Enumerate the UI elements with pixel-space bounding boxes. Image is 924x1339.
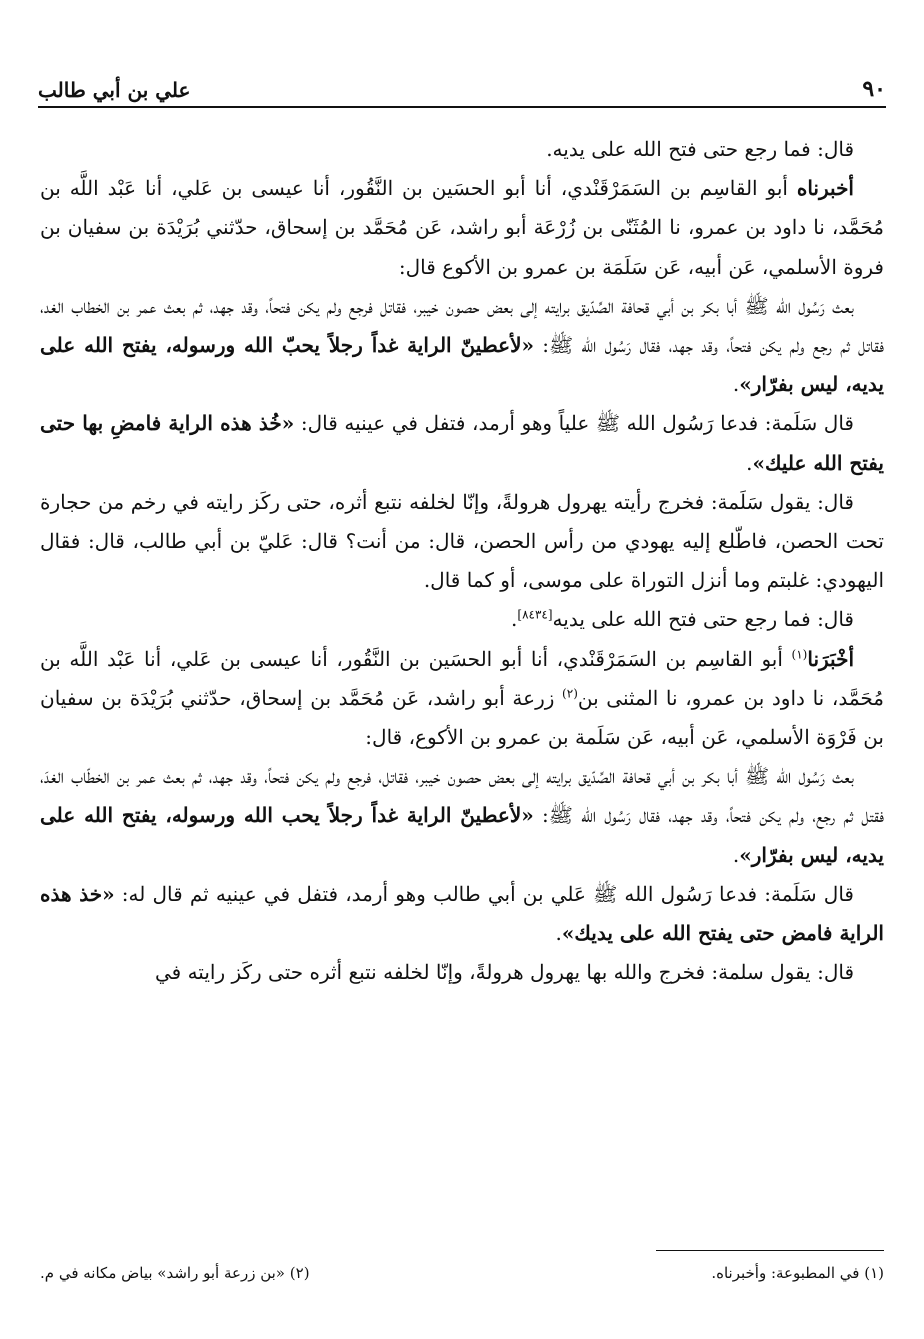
paragraph <box>40 169 884 287</box>
hadith-quote: «خذ هذه الراية فامض حتى يفتح الله على يديك» <box>40 881 884 946</box>
page-header <box>38 72 886 108</box>
paragraph-text: أبو القاسِم بن السَمَرْقَنْدي، أنا أبو الحسَين بن النَّقُور، أنا عيسى بن عَلي، أنا عَبْد اللَّه بن مُحَمَّد، نا داود بن عمرو، نا المثنى بن <box>40 646 884 710</box>
paragraph-tail: . <box>732 842 740 867</box>
running-title: علي بن أبي طالب <box>38 78 191 102</box>
paragraph-text: قال: فما رجع حتى فتح الله على يديه. <box>546 137 854 161</box>
footnote-number: (١) <box>864 1264 884 1282</box>
paragraph <box>40 130 884 169</box>
page-number: ٩٠ <box>862 76 886 102</box>
isnad-lead: أخبرناه <box>796 176 854 201</box>
footnote-item <box>711 1264 884 1282</box>
paragraph-text: قال سَلَمة: فدعا رَسُول الله ﷺ عَلي بن أبي طالب وهو أرمد، فتفل في عينيه ثم قال له: <box>114 881 854 906</box>
paragraph-text: قال سَلَمة: فدعا رَسُول الله ﷺ علياً وهو أرمد، فتفل في عينيه قال: <box>294 411 854 436</box>
paragraph <box>40 600 884 639</box>
paragraph <box>40 640 884 758</box>
hadith-quote: «لأعطينّ الراية غداً رجلاً يحب الله ورسوله، يفتح الله على يديه، ليس بفرّار» <box>40 803 884 867</box>
paragraph <box>40 287 884 405</box>
paragraph-tail: . <box>511 607 518 632</box>
paragraph-text: قال: فما رجع حتى فتح الله على يديه <box>552 607 854 632</box>
paragraph-tail: . <box>732 372 740 397</box>
paragraph-tail: زرعة أبو راشد، عَن مُحَمَّد بن إسحاق، حدّثني بُرَيْدَة بن سفيان بن فَرْوَة الأسلمي، عَن أبيه، عَن سَلَمة بن عمرو بن الأكوع، قال: <box>40 685 884 750</box>
hadith-quote: «خُذ هذه الراية فامضِ بها حتى يفتح الله عليك» <box>40 411 884 475</box>
paragraph-tail: . <box>555 921 562 946</box>
paragraph-text: أبو القاسِم بن السَمَرْقَنْدي، أنا أبو الحسَين بن النَّقُور، أنا عيسى بن عَلي، أنا عَبْد اللَّه بن مُحَمَّد، نا داود بن عمرو، نا المُثَنّى بن زُرْعَة أبو راشد، عَن مُحَمَّد بن إسحاق، حدّثني بُرَيْدَة بن سفيان بن فروة الأسلمي، عَن أبيه، عَن سَلَمَة بن عمرو بن الأكوع قال: <box>40 176 884 279</box>
paragraph-text: قال: يقول سَلَمة: فخرج رأيته يهرول هرولةً، وإنّا لخلفه نتبع أثره، حتى ركَز رايته في رخم من حجارة تحت الحصن، فاطّلع إليه يهودي من رأس الحصن، قال: من أنت؟ قال: عَليّ بن أبي طالب، قال: فقال اليهودي: غلبتم وما أنزل التوراة على موسى، أو كما قال. <box>40 489 884 593</box>
footnote-item <box>40 1264 310 1282</box>
footnotes <box>40 1264 884 1282</box>
paragraph <box>40 757 884 875</box>
footnote-ref: (١) <box>791 646 808 661</box>
footnote-ref: (٢) <box>562 686 578 701</box>
paragraph <box>40 953 884 992</box>
paragraph <box>40 483 884 601</box>
hadith-number: [٨٤٣٤] <box>517 607 553 622</box>
footnote-text: في المطبوعة: وأخبرناه. <box>711 1264 860 1282</box>
paragraph-text: بعث رَسُول الله ﷺ أبا بكر بن أبي قحافة الصِّدّيق برايته إلى بعض حصون خيبر، فقاتل فرجع ولم يكن فتحاً، وقد جهد، ثم بعث عمر بن الخطاب الغد، فقاتل ثم رجع ولم يكن فتحاً، وقد جهد، فقال رَسُول الله ﷺ: <box>40 293 884 358</box>
footnote-divider <box>656 1250 884 1251</box>
paragraph-text: بعث رَسُول الله ﷺ أبا بكر بن أبي قحافة الصِّدّيق برايته إلى بعض حصون خيبر، فقاتل، فرجع ولم يكن فتحاً، وقد جهد، ثم بعث عمر بن الخطّاب الغدَ، فقتل ثم رجع، ولم يكن فتحاً، وقد جهد، فقال رَسُول الله ﷺ: <box>40 764 884 828</box>
footnote-number: (٢) <box>289 1264 310 1282</box>
paragraph <box>40 404 884 482</box>
paragraph <box>40 875 884 953</box>
page-body <box>40 130 884 992</box>
isnad-lead: أخْبَرَنا <box>807 646 854 671</box>
paragraph-text: قال: يقول سلمة: فخرج والله بها يهرول هرولةً، وإنّا لخلفه نتبع أثره حتى ركَز رايته في <box>154 960 854 985</box>
footnote-text: «بن زرعة أبو راشد» بياض مكانه في م. <box>40 1264 285 1282</box>
hadith-quote: «لأعطينّ الراية غداً رجلاً يحبّ الله ورسوله، يفتح الله على يديه، ليس بفرّار» <box>40 333 884 397</box>
paragraph-tail: . <box>746 450 753 475</box>
